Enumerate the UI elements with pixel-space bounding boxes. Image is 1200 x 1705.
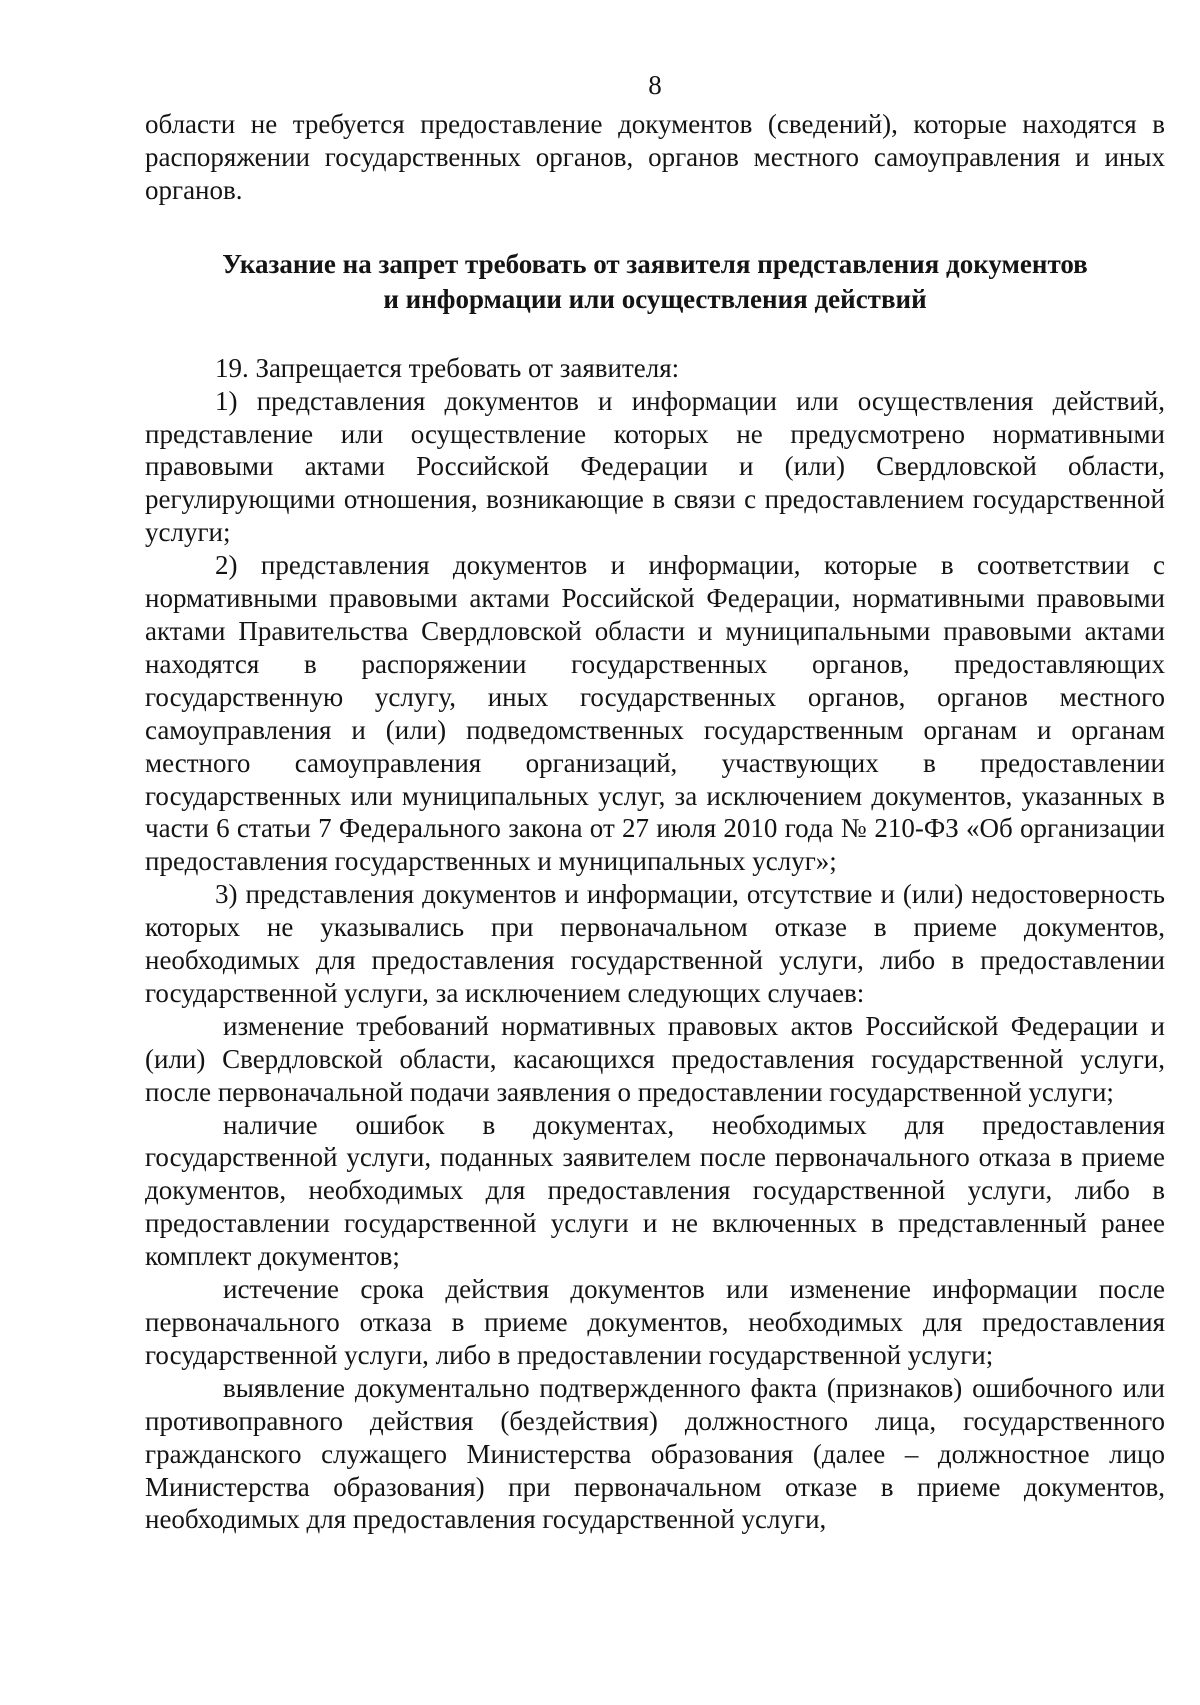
paragraph-case-1: изменение требований нормативных правовых актов Российской Федерации и (или) Свердловской области, касающихся предоставления государственной услуги, после первоначальной подачи заявления о предоставлении государственной услуги;	[145, 1010, 1165, 1107]
paragraph-item-1: 1) представления документов и информации или осуществления действий, представление или осуществление которых не предусмотрено нормативными правовыми актами Российской Федерации и (или) Свердловской области, регулирующими отношения, возникающие в связи с предоставлением государственной услуги;	[145, 385, 1165, 548]
intro-paragraph: области не требуется предоставление документов (сведений), которые находятся в распоряжении государственных органов, органов местного самоуправления и иных органов.	[145, 109, 1165, 205]
page-number: 8	[648, 70, 662, 100]
paragraph-case-2: наличие ошибок в документах, необходимых для предоставления государственной услуги, поданных заявителем после первоначального отказа в приеме документов, необходимых для предоставления государственной услуги, либо в предоставлении государственной услуги и не включенных в представленный ранее комплект документов;	[145, 1109, 1165, 1272]
document-page	[145, 60, 1165, 1536]
paragraph-item-2: 2) представления документов и информации, которые в соответствии с нормативными правовыми актами Российской Федерации, нормативными правовыми актами Правительства Свердловской области и муниципальными правовыми актами находятся в распоряжении государственных органов, предоставляющих государственную услугу, иных государственных органов, органов местного самоуправления и (или) подведомственных государственным органам и органам местного самоуправления организаций, участвующих в предоставлении государственных или муниципальных услуг, за исключением документов, указанных в части 6 статьи 7 Федерального закона от 27 июля 2010 года № 210-ФЗ «Об организации предоставления государственных и муниципальных услуг»;	[145, 550, 1165, 877]
paragraph-case-3: истечение срока действия документов или изменение информации после первоначального отказа в приеме документов, необходимых для предоставления государственной услуги, либо в предоставлении государственной услуги;	[145, 1274, 1165, 1370]
section-heading	[145, 247, 1165, 317]
paragraph-19: 19. Запрещается требовать от заявителя:	[215, 352, 680, 383]
paragraph-case-4: выявление документально подтвержденного факта (признаков) ошибочного или противоправного действия (бездействия) должностного лица, государственного гражданского служащего Министерства образования (далее – должностное лицо Министерства образования) при первоначальном отказе в приеме документов, необходимых для предоставления государственной услуги,	[145, 1372, 1165, 1535]
section-heading-line-2: и информации или осуществления действий	[383, 283, 927, 314]
section-heading-line-1: Указание на запрет требовать от заявителя представления документов	[222, 248, 1088, 279]
paragraph-item-3: 3) представления документов и информации, отсутствие и (или) недостоверность которых не указывались при первоначальном отказе в приеме документов, необходимых для предоставления государственной услуги, либо в предоставлении государственной услуги, за исключением следующих случаев:	[145, 879, 1165, 1008]
